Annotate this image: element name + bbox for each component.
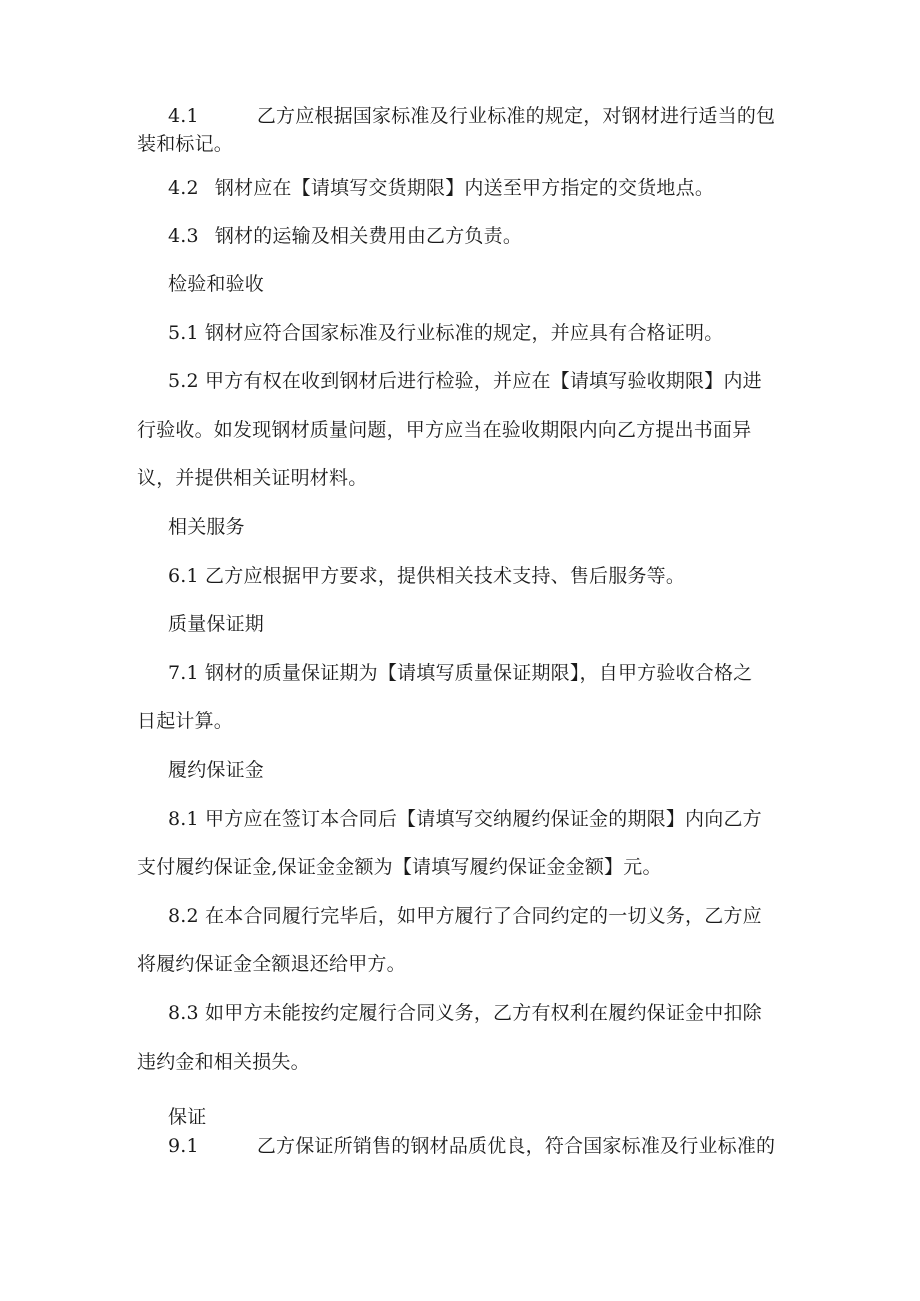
clause-5-2-line-1: 5.2 甲方有权在收到钢材后进行检验，并应在【请填写验收期限】内进	[168, 370, 762, 392]
clause-text: 钢材的运输及相关费用由乙方负责。	[214, 225, 523, 247]
clause-number: 4.1	[168, 105, 199, 127]
section-heading-performance-bond: 履约保证金	[168, 759, 265, 781]
clause-8-1-line-2: 支付履约保证金,保证金金额为【请填写履约保证金金额】元。	[137, 856, 662, 878]
clause-8-2-line-1: 8.2 在本合同履行完毕后，如甲方履行了合同约定的一切义务，乙方应	[168, 905, 762, 927]
clause-8-3-line-1: 8.3 如甲方未能按约定履行合同义务，乙方有权利在履约保证金中扣除	[168, 1002, 762, 1024]
section-heading-warranty: 质量保证期	[168, 613, 265, 635]
clause-4-2	[168, 175, 714, 201]
clause-7-1-line-1: 7.1 钢材的质量保证期为【请填写质量保证期限】，自甲方验收合格之	[168, 662, 753, 684]
clause-4-3	[168, 223, 522, 249]
clause-7-1-line-2: 日起计算。	[137, 710, 234, 732]
clause-number: 4.3	[168, 225, 199, 247]
clause-text: 乙方应根据国家标准及行业标准的规定，对钢材进行适当的包	[256, 105, 776, 127]
clause-5-2-line-3: 议，并提供相关证明材料。	[137, 467, 368, 489]
clause-number: 9.1	[168, 1135, 199, 1157]
section-heading-guarantee: 保证	[168, 1106, 207, 1128]
section-heading-services: 相关服务	[168, 516, 245, 538]
clause-5-1: 5.1 钢材应符合国家标准及行业标准的规定，并应具有合格证明。	[168, 322, 724, 344]
clause-text: 钢材应在【请填写交货期限】内送至甲方指定的交货地点。	[214, 177, 715, 199]
clause-number: 4.2	[168, 177, 199, 199]
clause-6-1: 6.1 乙方应根据甲方要求，提供相关技术支持、售后服务等。	[168, 565, 686, 587]
clause-text: 乙方保证所销售的钢材品质优良，符合国家标准及行业标准的	[256, 1135, 776, 1157]
clause-8-1-line-1: 8.1 甲方应在签订本合同后【请填写交纳履约保证金的期限】内向乙方	[168, 808, 762, 830]
clause-8-3-line-2: 违约金和相关损失。	[137, 1051, 310, 1073]
section-heading-inspection: 检验和验收	[168, 273, 265, 295]
clause-9-1-line-1	[168, 1133, 775, 1159]
clause-8-2-line-2: 将履约保证金全额退还给甲方。	[137, 953, 406, 975]
clause-5-2-line-2: 行验收。如发现钢材质量问题，甲方应当在验收期限内向乙方提出书面异	[137, 419, 752, 441]
clause-4-1-line-1	[168, 103, 775, 129]
clause-4-1-line-2: 装和标记。	[137, 133, 234, 155]
